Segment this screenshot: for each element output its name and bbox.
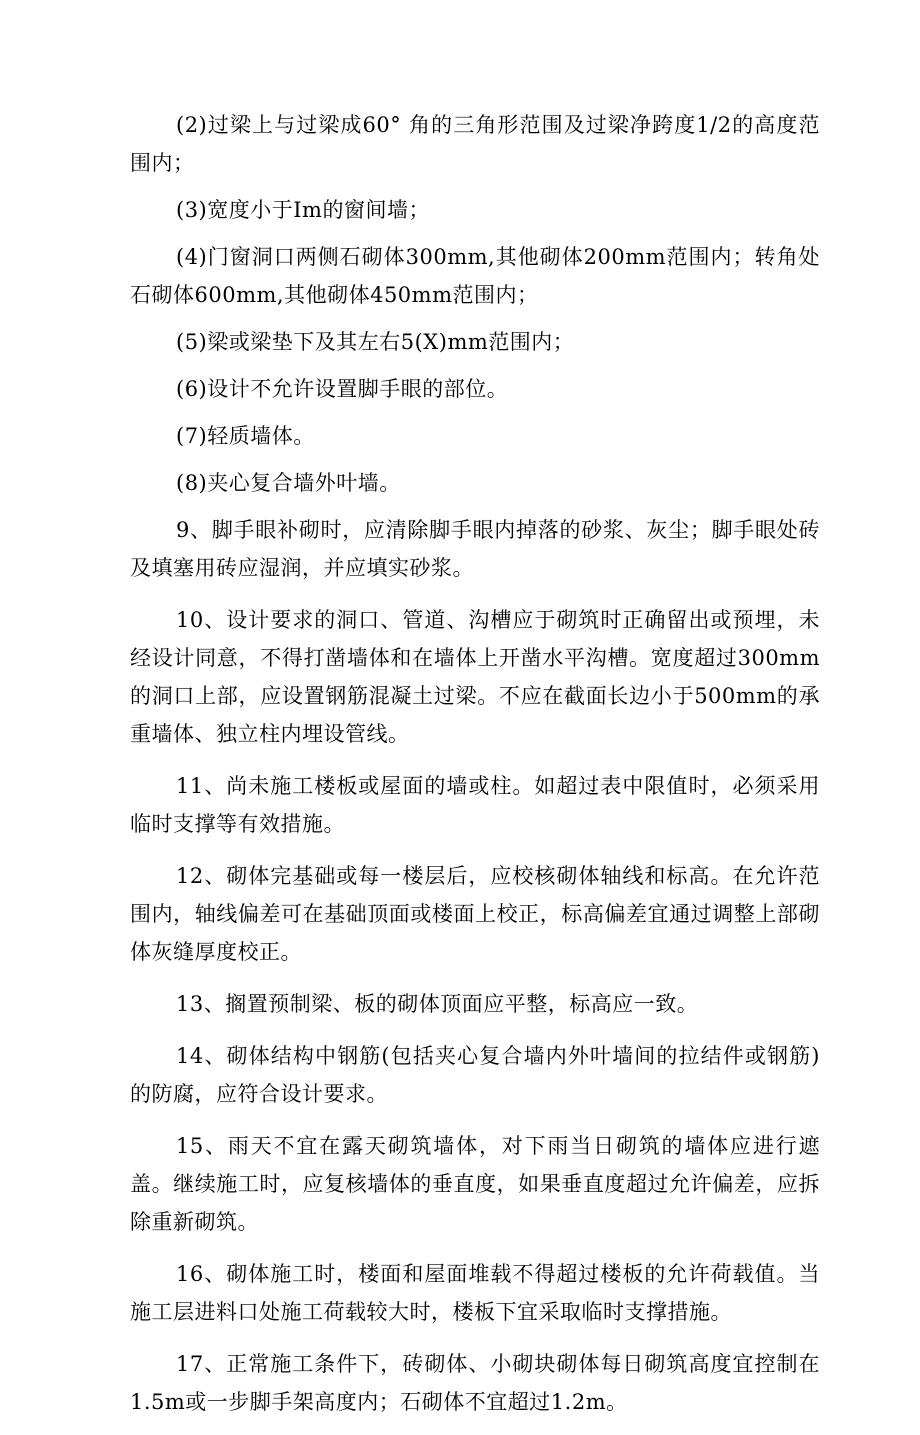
paragraph-item-2: (2)过梁上与过梁成60° 角的三角形范围及过梁净跨度1/2的高度范围内； [130,113,820,175]
paragraph-12: 12、砌体完基础或每一楼层后，应校核砌体轴线和标高。在允许范围内，轴线偏差可在基础顶面或楼面上校正，标高偏差宜通过调整上部砌体灰缝厚度校正。 [130,864,820,964]
paragraph-16: 16、砌体施工时，楼面和屋面堆载不得超过楼板的允许荷载值。当施工层进料口处施工荷载较大时，楼板下宜采取临时支撑措施。 [130,1262,820,1324]
paragraph-11: 11、尚未施工楼板或屋面的墙或柱。如超过表中限值时，必须采用临时支撑等有效措施。 [130,774,820,836]
paragraph-item-7: (7)轻质墙体。 [176,424,315,448]
paragraph-14: 14、砌体结构中钢筋(包括夹心复合墙内外叶墙间的拉结件或钢筋)的防腐，应符合设计要求。 [130,1044,820,1106]
paragraph-item-3: (3)宽度小于Im的窗间墙； [176,198,430,222]
document-body [130,106,820,1435]
paragraph-15: 15、雨天不宜在露天砌筑墙体，对下雨当日砌筑的墙体应进行遮盖。继续施工时，应复核墙体的垂直度，如果垂直度超过允许偏差，应拆除重新砌筑。 [130,1134,820,1234]
paragraph-item-8: (8)夹心复合墙外叶墙。 [176,471,401,495]
paragraph-17: 17、正常施工条件下，砖砌体、小砌块砌体每日砌筑高度宜控制在1.5m或一步脚手架高度内；石砌体不宜超过1.2m。 [130,1352,820,1414]
paragraph-item-6: (6)设计不允许设置脚手眼的部位。 [176,377,509,401]
paragraph-10: 10、设计要求的洞口、管道、沟槽应于砌筑时正确留出或预埋，未经设计同意，不得打凿墙体和在墙体上开凿水平沟槽。宽度超过300mm的洞口上部，应设置钢筋混凝土过梁。不应在截面长边小于500mm的承重墙体、独立柱内埋设管线。 [130,608,820,746]
paragraph-item-4: (4)门窗洞口两侧石砌体300mm,其他砌体200mm范围内；转角处石砌体600mm,其他砌体450mm范围内； [130,245,820,307]
paragraph-9: 9、脚手眼补砌时，应清除脚手眼内掉落的砂浆、灰尘；脚手眼处砖及填塞用砖应湿润，并应填实砂浆。 [130,518,820,580]
paragraph-13: 13、搁置预制梁、板的砌体顶面应平整，标高应一致。 [176,992,699,1016]
paragraph-item-5: (5)梁或梁垫下及其左右5(X)mm范围内； [176,330,575,354]
